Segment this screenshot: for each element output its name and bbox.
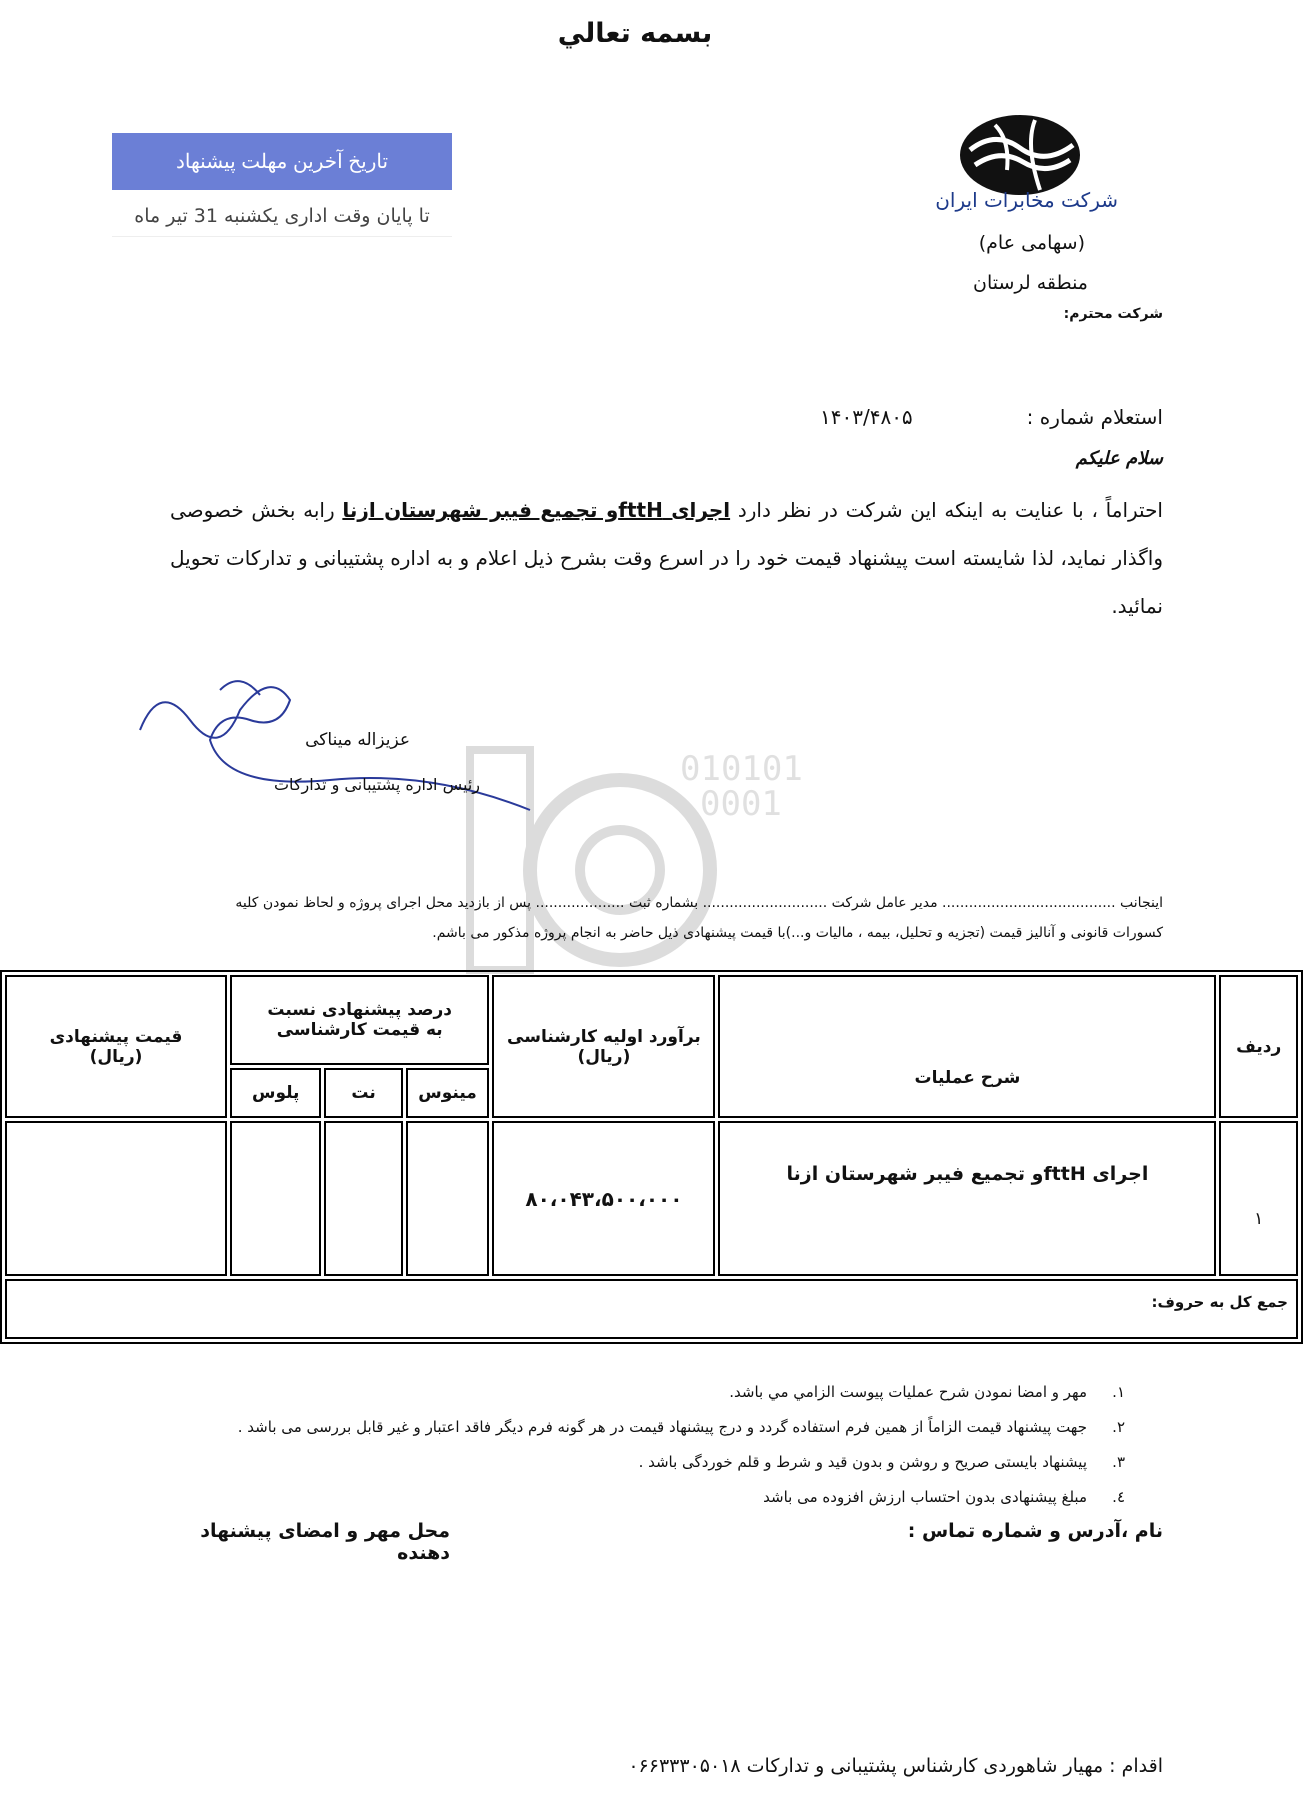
table-row [5, 1121, 1298, 1276]
declaration-line-1: اینجانب ....................................... مدیر عامل شرکت ............................ بشماره ثبت .................... پس از بازدید محل اجرای پروژه و لحاظ نمودن کلیه [235, 895, 1163, 911]
contact-label: نام ،آدرس و شماره تماس : [907, 1520, 1163, 1542]
note-text: مبلغ پیشنهادی بدون احتساب ارزش افزوده می باشد [763, 1488, 1087, 1506]
deadline-subtitle: تا پایان وقت اداری یکشنبه 31 تیر ماه [112, 196, 452, 237]
header-description: شرح عملیات [718, 975, 1216, 1118]
notes-list [140, 1375, 1125, 1515]
row-estimate-cell: ۸۰،۰۴۳،۵۰۰،۰۰۰ [492, 1121, 715, 1276]
letter-body [170, 486, 1163, 630]
company-region: منطقه لرستان [972, 272, 1088, 294]
row-price-cell[interactable] [5, 1121, 227, 1276]
header-estimate-unit: (ریال) [577, 1046, 631, 1067]
note-number: ۲. [1112, 1418, 1125, 1436]
header-minus: مینوس [406, 1068, 490, 1118]
svg-text:010101: 010101 [680, 749, 803, 789]
company-type: (سهامی عام) [978, 232, 1085, 254]
seal-signature-label: محل مهر و امضای پیشنهاد دهنده [200, 1520, 450, 1564]
letter-body-part2: رابه بخش خصوصی واگذار نماید، لذا شایسته است پیشنهاد قیمت خود را در اسرع وقت بشرح ذیل اعلام و به اداره پشتیبانی و تدارکات تحویل نمائید. [170, 498, 1163, 618]
price-table [0, 970, 1303, 1344]
inquiry-line [820, 405, 1163, 429]
signatory-name: عزیزاله میناکی [305, 730, 410, 750]
note-number: ٤. [1112, 1488, 1125, 1506]
inquiry-number: ۱۴۰۳/۴۸۰۵ [820, 405, 913, 429]
header-estimate [492, 975, 715, 1118]
row-plus-cell[interactable] [230, 1121, 321, 1276]
row-number-cell: ۱ [1219, 1121, 1298, 1276]
header-net: نت [324, 1068, 402, 1118]
svg-text:0001: 0001 [700, 784, 782, 824]
project-title: اجرای fttHو تجمیع فیبر شهرستان ازنا [342, 498, 731, 522]
letter-body-part1: احتراماً ، با عنایت به اینکه این شرکت در نظر دارد [730, 498, 1163, 522]
greeting: سلام علیکم [1075, 448, 1163, 469]
header-estimate-label: برآورد اولیه کارشناسی [507, 1026, 701, 1047]
list-item [140, 1480, 1125, 1515]
inquiry-label: استعلام شماره : [1026, 405, 1163, 429]
total-in-words-cell[interactable]: جمع کل به حروف: [5, 1279, 1298, 1339]
header-price [5, 975, 227, 1118]
signatory-title: رئیس اداره پشتیبانی و تدارکات [273, 775, 480, 794]
company-name: شرکت مخابرات ایران [935, 188, 1118, 212]
note-number: ۳. [1112, 1453, 1125, 1471]
respected-company-label: شرکت محترم: [1063, 306, 1163, 322]
note-text: پیشنهاد بایستی صریح و روشن و بدون قید و شرط و قلم خوردگی باشد . [638, 1453, 1087, 1471]
note-text: مهر و امضا نمودن شرح عملیات پیوست الزامي مي باشد. [729, 1383, 1087, 1401]
header-price-label: قیمت پیشنهادی [49, 1026, 183, 1047]
telecom-logo-icon [955, 110, 1085, 200]
row-net-cell[interactable] [324, 1121, 402, 1276]
declaration-text [110, 888, 1163, 948]
list-item [140, 1410, 1125, 1445]
list-item [140, 1375, 1125, 1410]
declaration-line-2: کسورات قانونی و آنالیز قیمت (تجزیه و تحلیل، بیمه ، مالیات و...)با قیمت پیشنهادی ذیل حاضر به انجام پروژه مذکور می باشم. [432, 925, 1163, 941]
row-description-cell: اجرای fttHو تجمیع فیبر شهرستان ازنا [718, 1121, 1216, 1276]
action-line: اقدام : مهیار شاهوردی کارشناس پشتیبانی و تدارکات ۰۶۶۳۳۳۰۵۰۱۸ [628, 1755, 1163, 1777]
header-percent: درصد پیشنهادی نسبت به قیمت کارشناسی [230, 975, 489, 1065]
list-item [140, 1445, 1125, 1480]
bismillah-heading: بسمه تعالي [557, 18, 713, 49]
deadline-banner: تاریخ آخرین مهلت پیشنهاد [112, 133, 452, 190]
note-text: جهت پیشنهاد قیمت الزاماً از همین فرم استفاده گردد و درج پیشنهاد قیمت در هر گونه فرم دیگر فاقد اعتبار و غیر قابل بررسی می باشد . [237, 1418, 1087, 1436]
header-price-unit: (ریال) [89, 1046, 143, 1067]
note-number: ۱. [1112, 1383, 1125, 1401]
header-row-number: ردیف [1219, 975, 1298, 1118]
header-plus: پلوس [230, 1068, 321, 1118]
row-minus-cell[interactable] [406, 1121, 490, 1276]
